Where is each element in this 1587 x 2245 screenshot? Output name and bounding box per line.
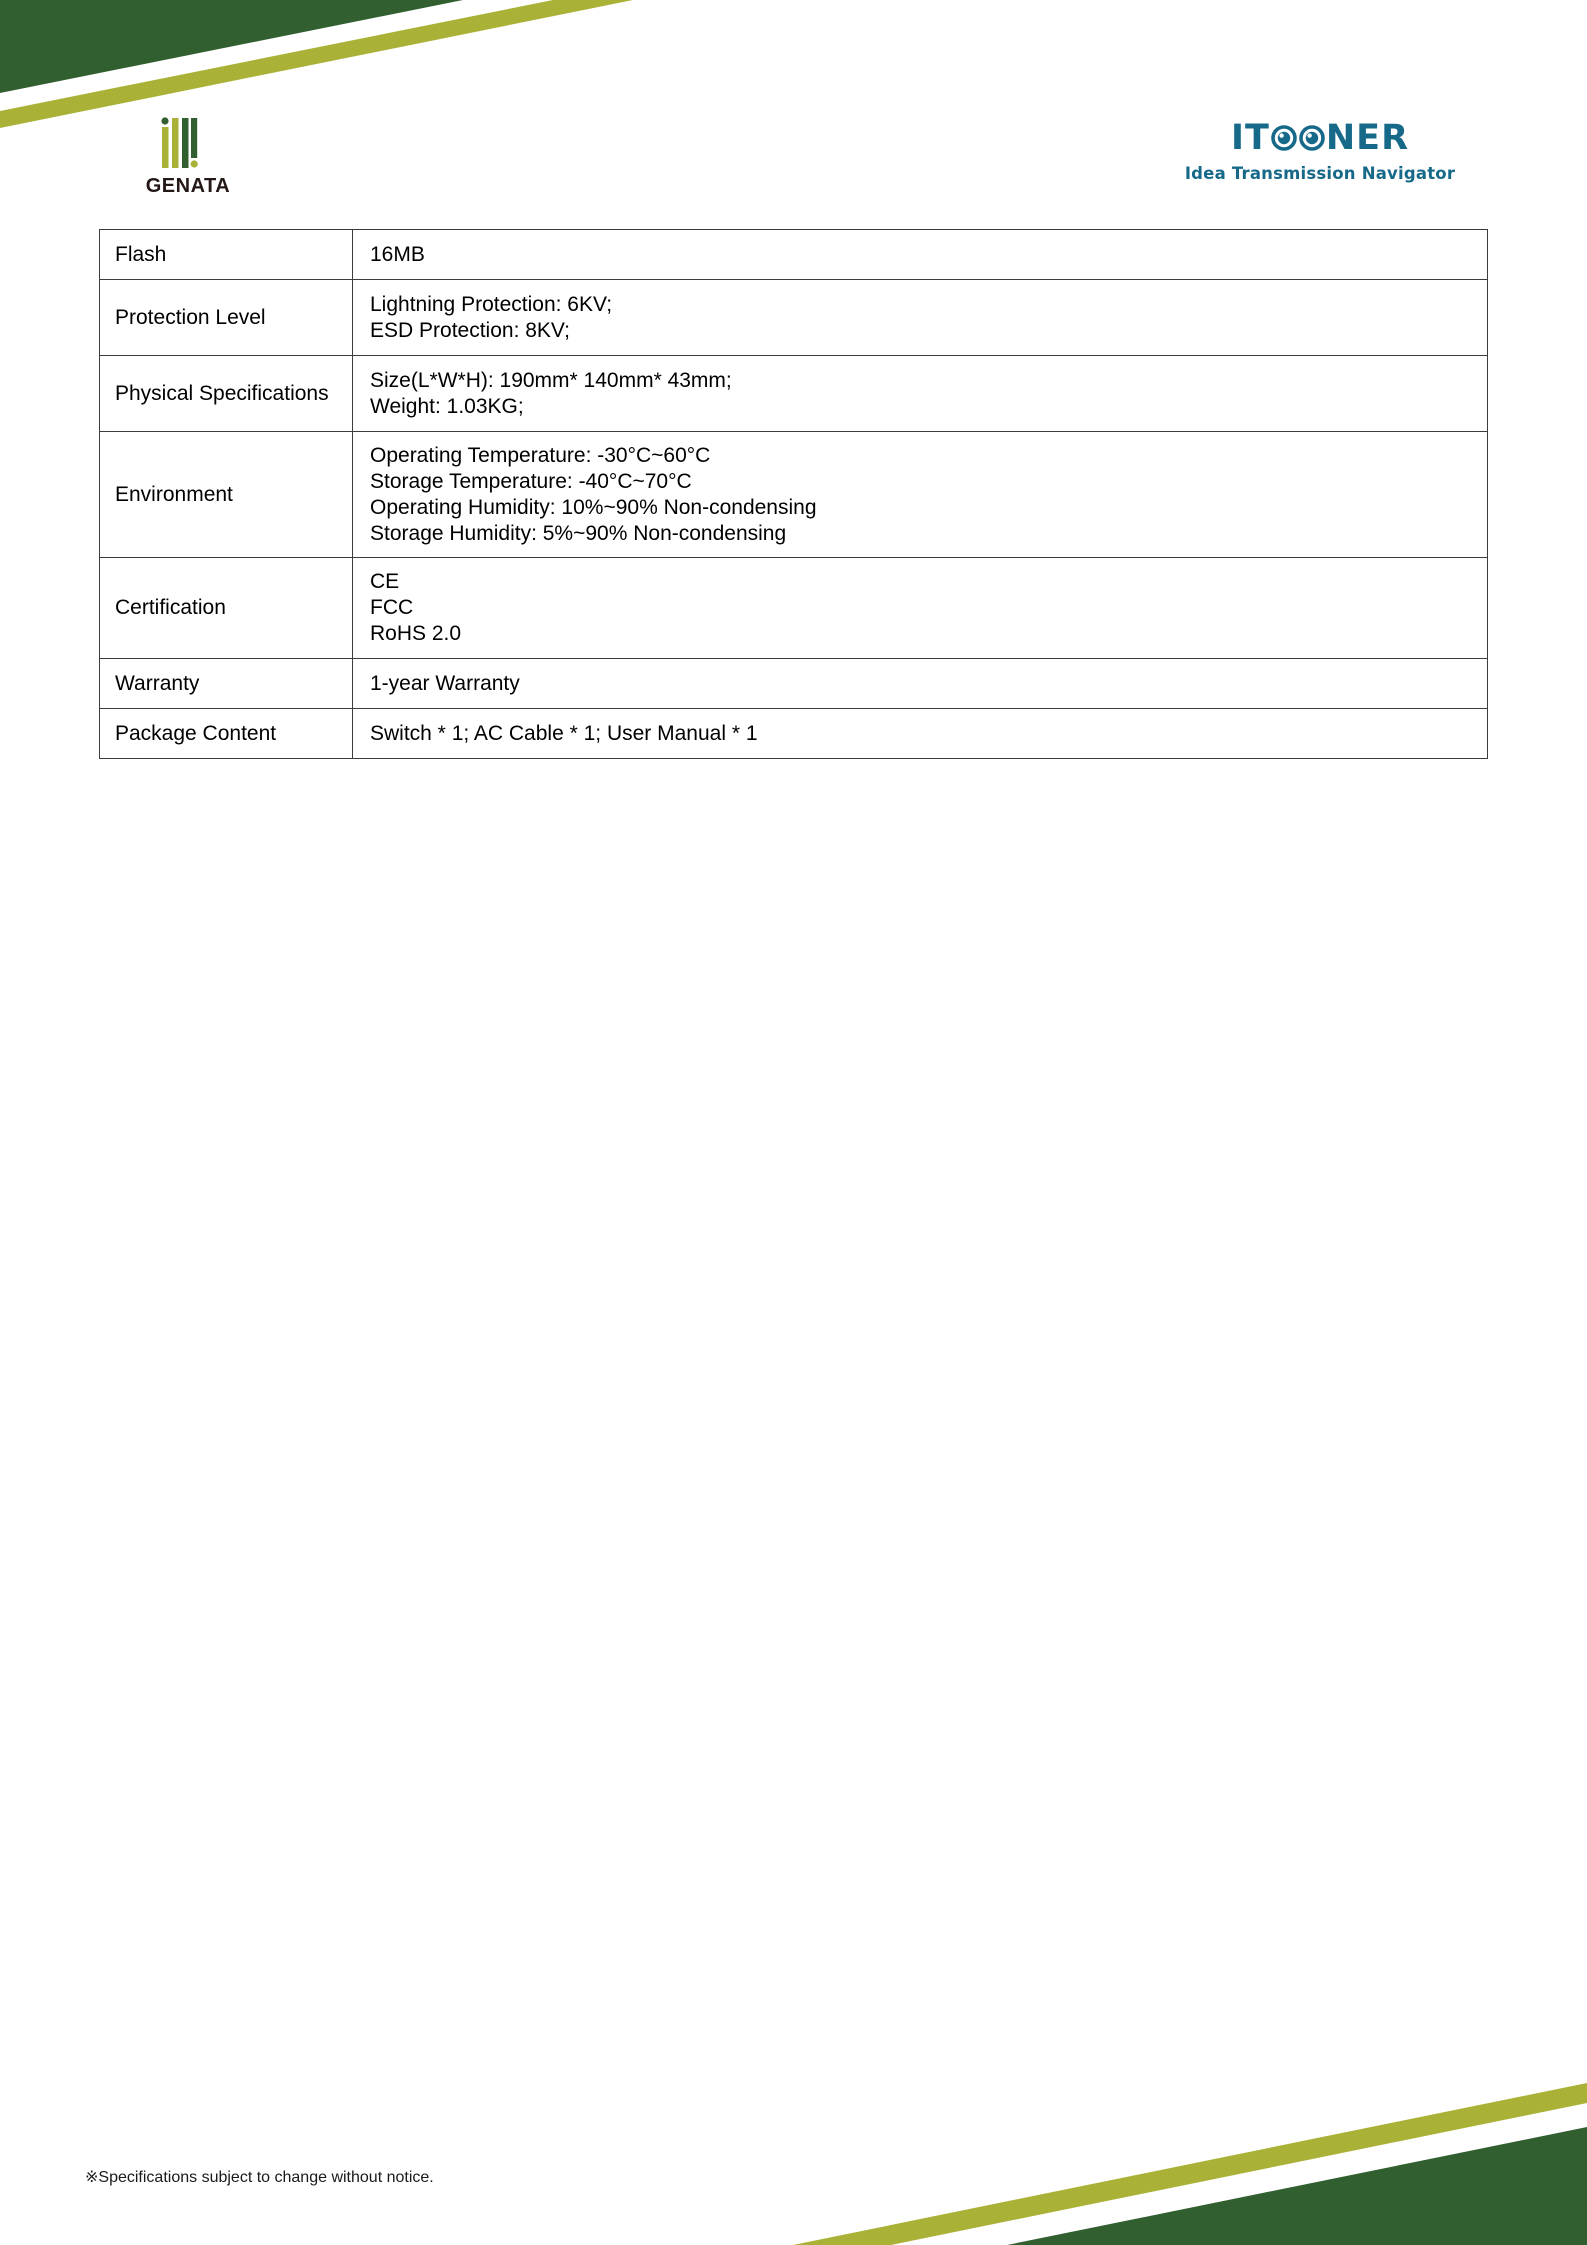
table-row-package-content <box>100 709 1488 759</box>
itooner-logo <box>1180 118 1460 198</box>
spec-value-line: 1-year Warranty <box>370 671 520 695</box>
top-lime-stripe <box>0 0 633 128</box>
itooner-wordmark <box>1180 118 1460 158</box>
spec-value-line: Lightning Protection: 6KV; <box>370 292 613 316</box>
table-row-environment <box>100 432 1488 558</box>
table-row-flash <box>100 230 1488 280</box>
spec-value <box>353 432 1488 558</box>
spec-label: Certification <box>100 558 353 659</box>
spec-label: Protection Level <box>100 280 353 356</box>
itooner-tagline: Idea Transmission Navigator <box>1184 164 1456 183</box>
spec-label: Warranty <box>100 659 353 709</box>
spec-label: Flash <box>100 230 353 280</box>
spec-table <box>99 229 1488 759</box>
itooner-wordmark-suffix: NER <box>1325 118 1410 158</box>
eye-o-icon <box>1299 125 1325 151</box>
spec-label: Physical Specifications <box>100 356 353 432</box>
genata-wordmark: GENATA <box>145 175 231 197</box>
spec-value-line: Storage Temperature: -40°C~70°C <box>370 469 692 493</box>
spec-label: Environment <box>100 432 353 558</box>
spec-value <box>353 356 1488 432</box>
spec-label: Package Content <box>100 709 353 759</box>
spec-value-line: ESD Protection: 8KV; <box>370 318 570 342</box>
spec-value-line: RoHS 2.0 <box>370 622 462 645</box>
spec-value-line: FCC <box>370 596 414 619</box>
table-row-certification <box>100 558 1488 659</box>
spec-value <box>353 230 1488 280</box>
spec-value <box>353 558 1488 659</box>
spec-value-line: Operating Temperature: -30°C~60°C <box>370 443 711 467</box>
spec-value-line: Switch * 1; AC Cable * 1; User Manual * 1 <box>370 721 758 745</box>
table-row-warranty <box>100 659 1488 709</box>
genata-logo-mark-icon <box>138 116 238 172</box>
spec-value <box>353 659 1488 709</box>
itooner-wordmark-prefix: IT <box>1230 118 1270 158</box>
spec-value-line: Storage Humidity: 5%~90% Non-condensing <box>370 521 787 545</box>
bottom-dark-green-band <box>1007 2127 1587 2245</box>
genata-logo <box>138 116 238 200</box>
spec-value-line: 16MB <box>370 242 425 266</box>
spec-value <box>353 709 1488 759</box>
table-row-physical-specifications <box>100 356 1488 432</box>
spec-value-line: Size(L*W*H): 190mm* 140mm* 43mm; <box>370 368 732 392</box>
eye-o-icon <box>1271 125 1297 151</box>
spec-value-line: CE <box>370 570 400 593</box>
spec-value-line: Weight: 1.03KG; <box>370 394 524 418</box>
footer-disclaimer: ※Specifications subject to change without notice. <box>85 2169 434 2186</box>
top-dark-green-band <box>0 0 463 93</box>
spec-value-line: Operating Humidity: 10%~90% Non-condensing <box>370 495 817 519</box>
table-row-protection-level <box>100 280 1488 356</box>
spec-value <box>353 280 1488 356</box>
bottom-lime-stripe <box>793 2083 1587 2245</box>
